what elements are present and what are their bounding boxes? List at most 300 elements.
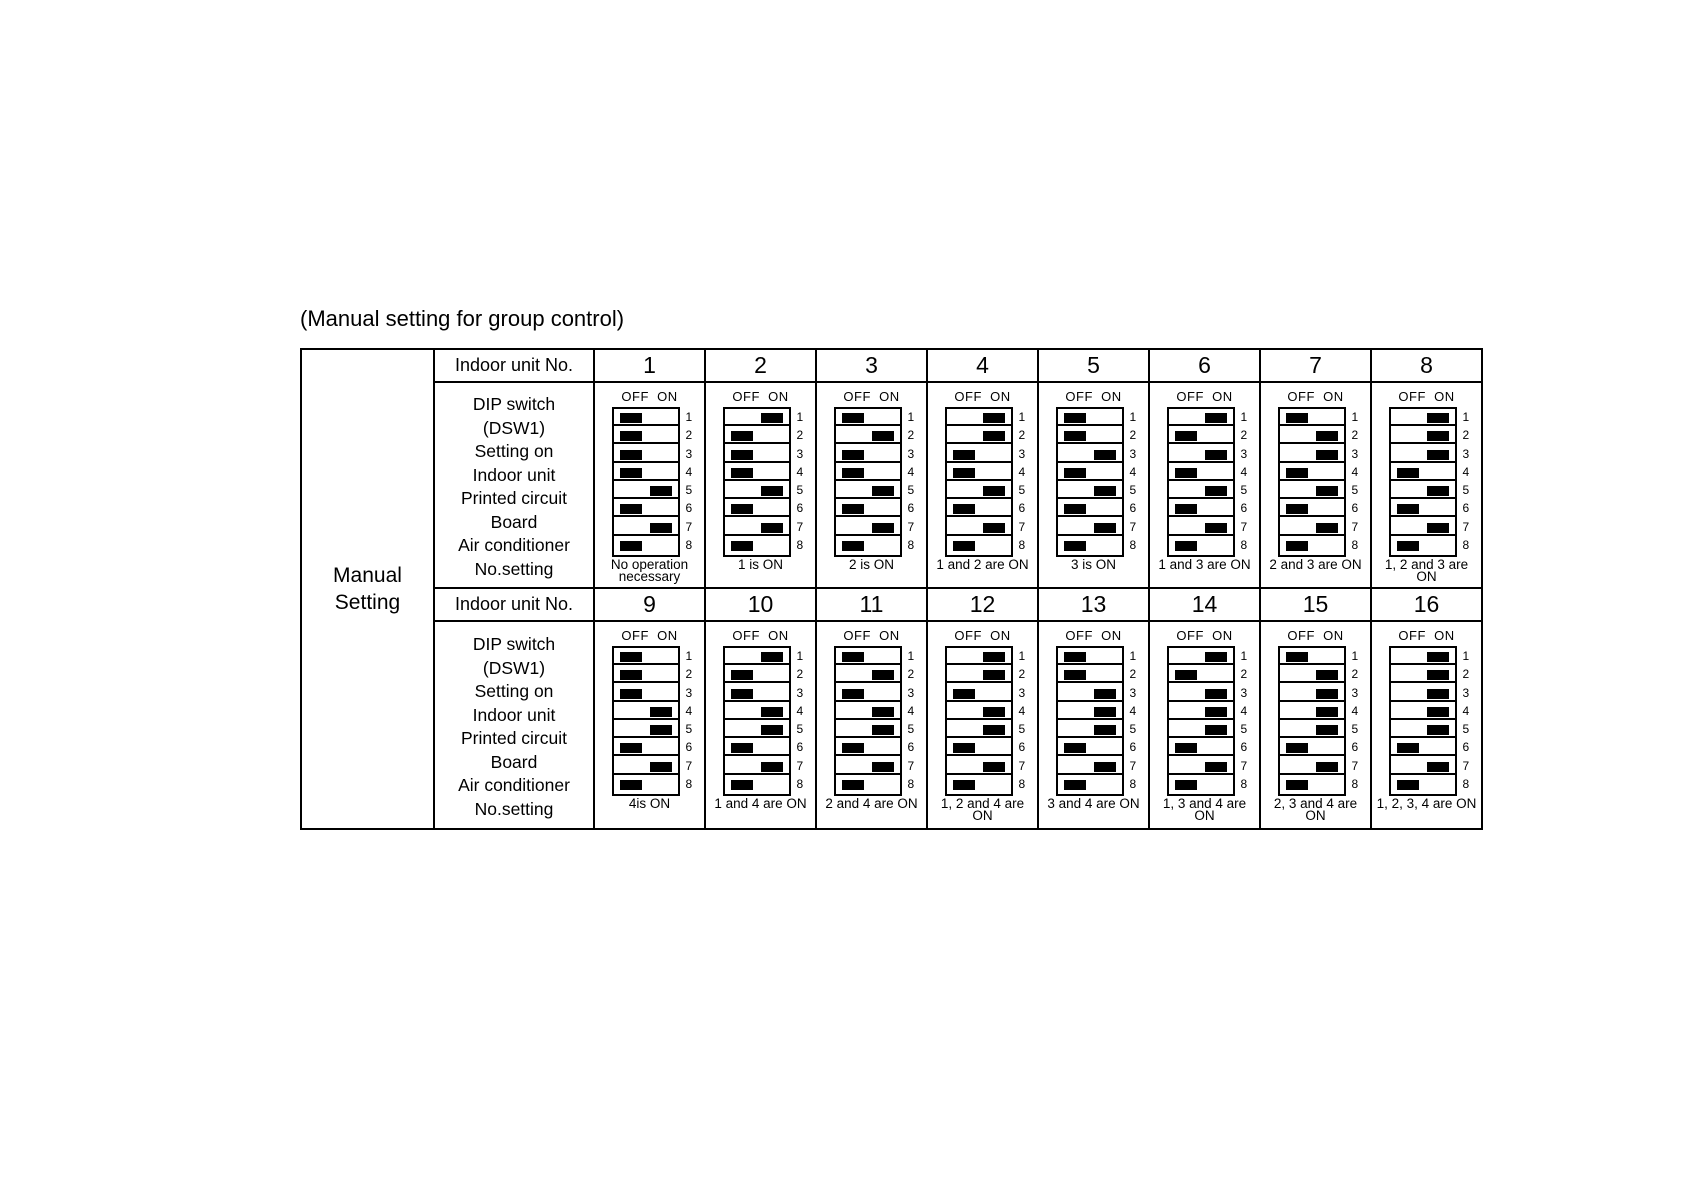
switch-slot — [1280, 409, 1344, 426]
switch-pin-number: 8 — [1462, 776, 1470, 791]
switch-slot — [725, 537, 789, 554]
switch-slot — [1391, 537, 1455, 554]
switch-pin-number: 3 — [1240, 446, 1248, 461]
dip-switch-diagram — [834, 646, 915, 796]
switch-setting-note: 1, 3 and 4 are ON — [1162, 796, 1247, 823]
switch-knob-on — [1427, 652, 1449, 662]
switch-slot — [1169, 482, 1233, 499]
switch-slot — [614, 685, 678, 702]
switch-knob-on — [983, 670, 1005, 680]
switch-knob-on — [761, 486, 783, 496]
switch-setting-note: 1, 2 and 3 are ON — [1384, 557, 1469, 584]
switch-slot — [725, 500, 789, 517]
switch-knob-off — [1397, 541, 1419, 551]
switch-slot — [614, 482, 678, 499]
switch-pin-number: 7 — [685, 758, 693, 773]
off-on-header: OFF ON — [954, 389, 1011, 404]
switch-slot — [1391, 446, 1455, 463]
dip-switch-cell — [927, 382, 1038, 588]
switch-slot — [1280, 666, 1344, 683]
switch-slot — [947, 446, 1011, 463]
switch-slot — [1391, 739, 1455, 756]
switch-slot — [1169, 666, 1233, 683]
off-on-header: OFF ON — [732, 389, 789, 404]
switch-pin-number: 8 — [1351, 776, 1359, 791]
description-line: Printed circuit — [460, 488, 567, 508]
dip-switch-cell — [1260, 382, 1371, 588]
switch-knob-off — [620, 413, 642, 423]
dip-switch-diagram — [1389, 646, 1470, 796]
description-line: No.setting — [474, 798, 554, 819]
switch-slot — [1280, 685, 1344, 702]
switch-slot — [725, 482, 789, 499]
switch-slot — [614, 464, 678, 481]
switch-slot — [947, 519, 1011, 536]
dip-switch-diagram — [612, 407, 693, 557]
dip-switch-diagram — [612, 646, 693, 796]
switch-setting-note: 4is ON — [628, 796, 671, 811]
switch-slot — [947, 537, 1011, 554]
switch-pin-number: 6 — [1129, 501, 1137, 516]
switch-knob-off — [953, 450, 975, 460]
switch-slot — [1280, 427, 1344, 444]
switch-knob-on — [1316, 762, 1338, 772]
switch-pin-number: 7 — [1240, 758, 1248, 773]
switch-pin-number: 3 — [1018, 446, 1026, 461]
switch-knob-off — [1175, 743, 1197, 753]
switch-pin-number: 1 — [1240, 649, 1248, 663]
switch-knob-on — [761, 725, 783, 735]
switch-slot — [1280, 537, 1344, 554]
switch-slot — [836, 537, 900, 554]
switch-slot — [1169, 703, 1233, 720]
switch-slot — [725, 758, 789, 775]
switch-pin-number: 1 — [907, 410, 915, 424]
description-line: DIP switch — [472, 634, 556, 654]
dip-switch-cell — [1038, 382, 1149, 588]
switch-knob-on — [761, 652, 783, 662]
switch-pin-number: 2 — [1018, 428, 1026, 443]
switch-knob-off — [1286, 468, 1308, 478]
switch-pin-number: 1 — [1462, 649, 1470, 663]
switch-slot — [1391, 500, 1455, 517]
switch-knob-on — [761, 523, 783, 533]
description-line: (DSW1) — [482, 657, 546, 678]
switch-slot — [1058, 648, 1122, 665]
switch-slot — [836, 721, 900, 738]
switch-knob-off — [1397, 743, 1419, 753]
switch-pin-number: 7 — [1129, 758, 1137, 773]
switch-setting-note: 2 and 3 are ON — [1269, 557, 1362, 572]
switch-pin-number: 7 — [1462, 758, 1470, 773]
dip-switch-cell — [705, 382, 816, 588]
switch-pin-number: 8 — [907, 537, 915, 552]
switch-knob-off — [953, 468, 975, 478]
switch-knob-off — [620, 743, 642, 753]
switch-knob-on — [1205, 523, 1227, 533]
switch-knob-off — [1064, 413, 1086, 423]
dip-switch-description — [434, 621, 594, 829]
dip-switch-cell — [594, 382, 705, 588]
switch-pin-number: 6 — [1462, 740, 1470, 755]
switch-pin-number: 4 — [1351, 703, 1359, 718]
switch-knob-off — [842, 689, 864, 699]
switch-knob-on — [761, 413, 783, 423]
switch-pin-number: 8 — [1018, 776, 1026, 791]
switch-slot — [1058, 500, 1122, 517]
switch-pin-number: 3 — [907, 685, 915, 700]
dip-switch-table — [300, 348, 1483, 830]
switch-slot — [614, 703, 678, 720]
switch-slot — [1169, 758, 1233, 775]
dip-switch-cell — [705, 621, 816, 829]
switch-pin-number: 2 — [1129, 667, 1137, 682]
switch-pin-number: 3 — [685, 446, 693, 461]
switch-knob-off — [1175, 431, 1197, 441]
switch-slot — [1391, 758, 1455, 775]
dip-switch-cell — [816, 621, 927, 829]
off-on-header: OFF ON — [843, 389, 900, 404]
switch-row-1 — [301, 382, 1482, 588]
switch-pin-number: 7 — [1351, 519, 1359, 534]
switch-pin-number: 4 — [796, 703, 804, 718]
switch-knob-off — [953, 743, 975, 753]
switch-pin-number: 8 — [1462, 537, 1470, 552]
switch-knob-off — [731, 468, 753, 478]
switch-pin-number: 6 — [1351, 740, 1359, 755]
switch-knob-off — [620, 541, 642, 551]
off-on-header: OFF ON — [1176, 389, 1233, 404]
switch-slot — [1280, 446, 1344, 463]
switch-knob-on — [1316, 450, 1338, 460]
switch-slot — [1391, 721, 1455, 738]
switch-knob-off — [1064, 780, 1086, 790]
switch-slot — [1169, 464, 1233, 481]
manual-setting-label — [301, 349, 434, 829]
switch-slot — [1058, 758, 1122, 775]
switch-slot — [947, 776, 1011, 793]
switch-pin-number: 3 — [1462, 685, 1470, 700]
dip-switch-cell — [1038, 621, 1149, 829]
switch-pin-number: 6 — [1129, 740, 1137, 755]
switch-pin-number: 5 — [1018, 483, 1026, 497]
switch-slot — [1391, 464, 1455, 481]
switch-pin-number: 4 — [1129, 464, 1137, 479]
switch-slot — [1280, 721, 1344, 738]
switch-slot — [1280, 703, 1344, 720]
switch-slot — [947, 758, 1011, 775]
switch-knob-off — [842, 743, 864, 753]
switch-knob-off — [731, 780, 753, 790]
switch-knob-off — [731, 743, 753, 753]
switch-setting-note: 1, 2, 3, 4 are ON — [1376, 796, 1477, 811]
switch-knob-off — [842, 652, 864, 662]
off-on-header: OFF ON — [954, 628, 1011, 643]
switch-setting-note: 2 and 4 are ON — [825, 796, 918, 811]
switch-slot — [725, 427, 789, 444]
switch-pin-number: 1 — [685, 410, 693, 424]
switch-knob-on — [1094, 689, 1116, 699]
switch-knob-on — [872, 725, 894, 735]
switch-slot — [1169, 500, 1233, 517]
switch-knob-off — [842, 450, 864, 460]
switch-pin-number: 8 — [1351, 537, 1359, 552]
switch-pin-number: 8 — [1129, 776, 1137, 791]
switch-pin-number: 6 — [685, 740, 693, 755]
switch-knob-on — [983, 431, 1005, 441]
indoor-unit-number: 10 — [705, 588, 816, 621]
switch-slot — [1391, 648, 1455, 665]
switch-knob-on — [1205, 689, 1227, 699]
indoor-unit-number: 14 — [1149, 588, 1260, 621]
switch-pin-number: 8 — [796, 776, 804, 791]
switch-pin-number: 2 — [796, 667, 804, 682]
dip-switch-diagram — [1167, 646, 1248, 796]
switch-knob-off — [953, 780, 975, 790]
switch-slot — [725, 464, 789, 481]
indoor-unit-number: 2 — [705, 349, 816, 382]
switch-slot — [947, 427, 1011, 444]
switch-knob-off — [620, 468, 642, 478]
switch-pin-number: 7 — [907, 519, 915, 534]
switch-slot — [1058, 464, 1122, 481]
switch-knob-on — [1205, 450, 1227, 460]
switch-slot — [1169, 739, 1233, 756]
switch-knob-on — [1205, 762, 1227, 772]
switch-slot — [1391, 685, 1455, 702]
switch-slot — [1391, 776, 1455, 793]
switch-pin-number: 2 — [796, 428, 804, 443]
switch-slot — [947, 409, 1011, 426]
switch-knob-off — [1064, 652, 1086, 662]
switch-pin-number: 2 — [907, 667, 915, 682]
switch-slot — [614, 519, 678, 536]
switch-knob-on — [1427, 523, 1449, 533]
dip-switch-diagram — [1167, 407, 1248, 557]
switch-slot — [1169, 409, 1233, 426]
switch-pin-number: 5 — [1351, 722, 1359, 736]
switch-pin-number: 4 — [907, 464, 915, 479]
switch-knob-off — [731, 541, 753, 551]
switch-slot — [1058, 776, 1122, 793]
switch-pin-number: 8 — [1018, 537, 1026, 552]
switch-pin-number: 5 — [1462, 483, 1470, 497]
switch-slot — [1169, 427, 1233, 444]
switch-slot — [1169, 721, 1233, 738]
switch-pin-number: 5 — [1018, 722, 1026, 736]
description-line: Setting on — [474, 681, 554, 701]
switch-knob-off — [1397, 468, 1419, 478]
off-on-header: OFF ON — [1065, 628, 1122, 643]
switch-knob-off — [1064, 504, 1086, 514]
switch-slot — [947, 721, 1011, 738]
switch-pin-number: 1 — [1129, 649, 1137, 663]
off-on-header: OFF ON — [1287, 628, 1344, 643]
switch-pin-number: 3 — [1018, 685, 1026, 700]
switch-slot — [1058, 537, 1122, 554]
indoor-unit-number: 5 — [1038, 349, 1149, 382]
switch-pin-number: 3 — [1129, 446, 1137, 461]
switch-knob-on — [1316, 431, 1338, 441]
switch-knob-on — [1427, 689, 1449, 699]
indoor-unit-number: 1 — [594, 349, 705, 382]
switch-row-2 — [301, 621, 1482, 829]
switch-knob-off — [842, 413, 864, 423]
dip-switch-diagram — [834, 407, 915, 557]
switch-pin-number: 4 — [796, 464, 804, 479]
switch-pin-number: 1 — [907, 649, 915, 663]
switch-knob-off — [842, 468, 864, 478]
switch-knob-on — [761, 762, 783, 772]
dip-switch-cell — [816, 382, 927, 588]
switch-pin-number: 4 — [1129, 703, 1137, 718]
switch-knob-off — [620, 450, 642, 460]
indoor-unit-number: 16 — [1371, 588, 1482, 621]
switch-pin-number: 5 — [685, 483, 693, 497]
switch-knob-off — [620, 689, 642, 699]
switch-knob-on — [650, 523, 672, 533]
switch-slot — [1058, 721, 1122, 738]
description-line: Setting on — [474, 441, 554, 461]
dip-switch-diagram — [1278, 646, 1359, 796]
switch-slot — [614, 776, 678, 793]
switch-pin-number: 4 — [907, 703, 915, 718]
switch-slot — [1058, 703, 1122, 720]
dip-switch-cell — [1149, 621, 1260, 829]
switch-pin-number: 2 — [1462, 428, 1470, 443]
switch-pin-number: 1 — [1018, 649, 1026, 663]
switch-pin-number: 1 — [1351, 410, 1359, 424]
off-on-header: OFF ON — [1065, 389, 1122, 404]
switch-slot — [1169, 519, 1233, 536]
switch-knob-off — [842, 780, 864, 790]
dip-switch-diagram — [1278, 407, 1359, 557]
switch-pin-number: 2 — [1351, 667, 1359, 682]
description-line: Indoor unit — [472, 704, 556, 725]
switch-pin-number: 7 — [1351, 758, 1359, 773]
switch-knob-off — [1064, 468, 1086, 478]
indoor-unit-number: 13 — [1038, 588, 1149, 621]
switch-pin-number: 4 — [685, 464, 693, 479]
switch-pin-number: 2 — [1462, 667, 1470, 682]
dip-switch-diagram — [723, 407, 804, 557]
unit-number-row-2 — [301, 588, 1482, 621]
switch-slot — [1058, 409, 1122, 426]
indoor-unit-number: 4 — [927, 349, 1038, 382]
switch-slot — [836, 776, 900, 793]
switch-pin-number: 3 — [1129, 685, 1137, 700]
switch-pin-number: 6 — [907, 501, 915, 516]
switch-slot — [725, 446, 789, 463]
switch-knob-on — [1427, 431, 1449, 441]
switch-setting-note: 2, 3 and 4 are ON — [1273, 796, 1358, 823]
switch-pin-number: 7 — [1129, 519, 1137, 534]
switch-slot — [1058, 685, 1122, 702]
description-line: Air conditioner — [458, 775, 570, 795]
switch-pin-number: 1 — [1351, 649, 1359, 663]
switch-slot — [1391, 703, 1455, 720]
description-line: Board — [490, 511, 538, 532]
switch-knob-off — [731, 431, 753, 441]
switch-pin-number: 5 — [907, 722, 915, 736]
switch-pin-number: 5 — [1240, 483, 1248, 497]
switch-knob-on — [1094, 450, 1116, 460]
switch-slot — [614, 758, 678, 775]
switch-knob-on — [1205, 707, 1227, 717]
switch-pin-number: 8 — [685, 537, 693, 552]
switch-knob-on — [1316, 707, 1338, 717]
switch-slot — [614, 666, 678, 683]
switch-pin-number: 5 — [1240, 722, 1248, 736]
switch-knob-on — [1427, 762, 1449, 772]
switch-setting-note: 1 is ON — [737, 557, 783, 572]
switch-pin-number: 7 — [907, 758, 915, 773]
description-line: No.setting — [474, 558, 554, 579]
switch-pin-number: 1 — [1018, 410, 1026, 424]
switch-slot — [836, 446, 900, 463]
switch-setting-note: 1 and 2 are ON — [936, 557, 1029, 572]
switch-knob-on — [983, 725, 1005, 735]
switch-pin-number: 1 — [796, 410, 804, 424]
switch-slot — [836, 648, 900, 665]
switch-pin-number: 2 — [685, 667, 693, 682]
switch-pin-number: 4 — [1018, 464, 1026, 479]
switch-pin-number: 1 — [1240, 410, 1248, 424]
switch-pin-number: 5 — [907, 483, 915, 497]
switch-knob-on — [1316, 670, 1338, 680]
indoor-unit-number: 9 — [594, 588, 705, 621]
switch-knob-on — [1316, 486, 1338, 496]
description-line: Board — [490, 751, 538, 772]
switch-knob-off — [1286, 541, 1308, 551]
switch-slot — [1058, 446, 1122, 463]
switch-knob-off — [1286, 780, 1308, 790]
switch-knob-off — [731, 670, 753, 680]
switch-pin-number: 4 — [1018, 703, 1026, 718]
switch-knob-on — [1316, 689, 1338, 699]
switch-slot — [836, 464, 900, 481]
dip-switch-cell — [927, 621, 1038, 829]
switch-pin-number: 8 — [1240, 776, 1248, 791]
switch-pin-number: 3 — [1351, 685, 1359, 700]
switch-slot — [947, 666, 1011, 683]
description-line: (DSW1) — [482, 417, 546, 438]
dip-switch-diagram — [723, 646, 804, 796]
switch-knob-on — [1094, 486, 1116, 496]
switch-slot — [836, 409, 900, 426]
switch-knob-off — [842, 541, 864, 551]
dip-switch-diagram — [945, 407, 1026, 557]
off-on-header: OFF ON — [621, 628, 678, 643]
switch-setting-note: 1 and 3 are ON — [1158, 557, 1251, 572]
indoor-unit-no-label: Indoor unit No. — [434, 349, 594, 382]
switch-slot — [836, 703, 900, 720]
switch-slot — [725, 685, 789, 702]
switch-pin-number: 4 — [1351, 464, 1359, 479]
switch-slot — [1169, 685, 1233, 702]
switch-knob-off — [1064, 431, 1086, 441]
switch-knob-off — [620, 670, 642, 680]
switch-knob-off — [1175, 468, 1197, 478]
description-line: Indoor unit — [472, 464, 556, 485]
switch-setting-note: 2 is ON — [848, 557, 894, 572]
off-on-header: OFF ON — [1176, 628, 1233, 643]
switch-knob-off — [620, 652, 642, 662]
switch-knob-on — [650, 486, 672, 496]
switch-pin-number: 7 — [1462, 519, 1470, 534]
switch-pin-number: 3 — [907, 446, 915, 461]
switch-pin-number: 8 — [685, 776, 693, 791]
